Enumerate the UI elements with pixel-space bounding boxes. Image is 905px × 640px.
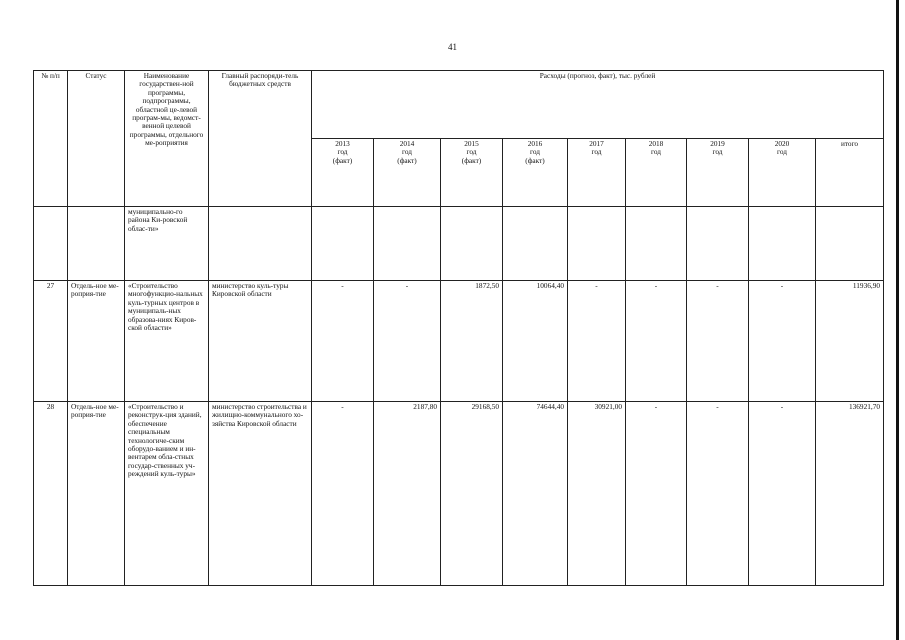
row-value-2013: - bbox=[312, 402, 374, 586]
row-value-2015: 1872,50 bbox=[441, 281, 503, 402]
budget-table bbox=[33, 70, 884, 586]
row-status bbox=[68, 207, 125, 281]
row-value-2016 bbox=[503, 207, 568, 281]
row-manager: министерство строительства и жилищно-коммунального хо-зяйства Кировской области bbox=[209, 402, 312, 586]
row-name: муниципально-го района Ки-ровской облас-ти» bbox=[125, 207, 209, 281]
row-value-2020: - bbox=[749, 402, 816, 586]
row-value-2017: 30921,00 bbox=[568, 402, 626, 586]
row-value-2014 bbox=[374, 207, 441, 281]
row-num: 28 bbox=[34, 402, 68, 586]
header-name: Наименование государствен-ной программы, подпрограммы, областной це-левой програм-мы, ведомст-венной целевой программы, отдельного ме-роприятия bbox=[125, 71, 209, 207]
page-number: 41 bbox=[448, 42, 457, 52]
row-name: «Строительство многофункцио-нальных куль-турных центров в муниципаль-ных образова-ниях Киров-ской области» bbox=[125, 281, 209, 402]
row-value-2015: 29168,50 bbox=[441, 402, 503, 586]
header-year-2020: 2020 год bbox=[749, 139, 816, 207]
row-value-2015 bbox=[441, 207, 503, 281]
page-edge-bar bbox=[896, 0, 899, 640]
row-value-2014: - bbox=[374, 281, 441, 402]
row-value-2014: 2187,80 bbox=[374, 402, 441, 586]
row-value-2020 bbox=[749, 207, 816, 281]
row-status: Отдель-ное ме-роприя-тие bbox=[68, 402, 125, 586]
header-num: № п/п bbox=[34, 71, 68, 207]
header-year-2016: 2016 год (факт) bbox=[503, 139, 568, 207]
table-row bbox=[34, 281, 884, 402]
row-value-2013: - bbox=[312, 281, 374, 402]
header-total: итого bbox=[816, 139, 884, 207]
row-total: 11936,90 bbox=[816, 281, 884, 402]
row-value-2019: - bbox=[687, 402, 749, 586]
header-manager: Главный распоряди-тель бюджетных средств bbox=[209, 71, 312, 207]
header-status: Статус bbox=[68, 71, 125, 207]
row-status: Отдель-ное ме-роприя-тие bbox=[68, 281, 125, 402]
header-row-top bbox=[34, 71, 884, 139]
row-total: 136921,70 bbox=[816, 402, 884, 586]
table-row bbox=[34, 402, 884, 586]
header-year-2015: 2015 год (факт) bbox=[441, 139, 503, 207]
row-value-2018: - bbox=[626, 281, 687, 402]
row-manager bbox=[209, 207, 312, 281]
header-year-2014: 2014 год (факт) bbox=[374, 139, 441, 207]
header-year-2013: 2013 год (факт) bbox=[312, 139, 374, 207]
row-num bbox=[34, 207, 68, 281]
table-row bbox=[34, 207, 884, 281]
row-value-2019: - bbox=[687, 281, 749, 402]
row-manager: министерство куль-туры Кировской области bbox=[209, 281, 312, 402]
row-value-2020: - bbox=[749, 281, 816, 402]
header-year-2019: 2019 год bbox=[687, 139, 749, 207]
row-value-2017 bbox=[568, 207, 626, 281]
row-value-2013 bbox=[312, 207, 374, 281]
row-num: 27 bbox=[34, 281, 68, 402]
row-total bbox=[816, 207, 884, 281]
row-value-2018: - bbox=[626, 402, 687, 586]
row-name: «Строительство и реконструк-ция зданий, обеспечение специальным технологиче-ским оборудо-ванием и ин-вентарем обла-стных государ-ственных уч-реждений куль-туры» bbox=[125, 402, 209, 586]
row-value-2016: 74644,40 bbox=[503, 402, 568, 586]
row-value-2016: 10064,40 bbox=[503, 281, 568, 402]
header-expenses: Расходы (прогноз, факт), тыс. рублей bbox=[312, 71, 884, 139]
header-year-2018: 2018 год bbox=[626, 139, 687, 207]
row-value-2017: - bbox=[568, 281, 626, 402]
header-year-2017: 2017 год bbox=[568, 139, 626, 207]
row-value-2019 bbox=[687, 207, 749, 281]
row-value-2018 bbox=[626, 207, 687, 281]
